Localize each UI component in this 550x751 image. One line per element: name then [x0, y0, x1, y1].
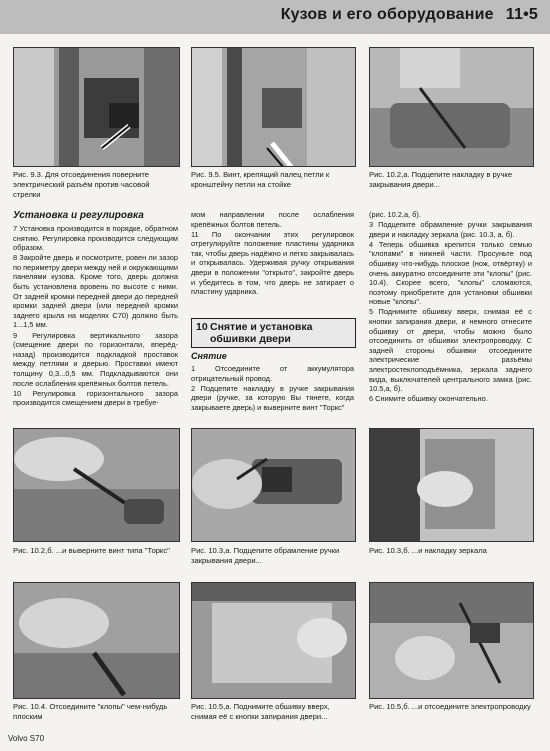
paragraph: 6 Снимите обшивку окончательно. — [369, 394, 488, 404]
paragraph: 8 Закройте дверь и посмотрите, ровен ли зазор по периметру двери между ней и окружающими панелями кузова. Кроме того, дверь должна быть установлена вровень по высоте с ними. От задней кромки передней двери до передней кромки задней двери (или передней кромки заднего крыла на моделях С70) должно быть 1...1,5 мм. — [13, 253, 179, 330]
figure-caption: Рис. 10.2,б. ...и выверните винт типа "Торкс" — [13, 546, 170, 555]
text-column-2 — [191, 210, 354, 297]
photo-fig-10-4 — [13, 582, 180, 699]
figure-caption: Рис. 10.3,а. Подцепите обрамление ручки закрывания двери... — [191, 546, 340, 565]
section-box — [191, 318, 356, 348]
figure-caption: Рис. 9.5. Винт, крепящий палец петли к кронштейну петли на стойке — [191, 170, 330, 189]
paragraph: 11 По окончании этих регулировок отрегулируйте положение пластины ударника так, чтобы дверь надёжно и легко закрывалась и открывалась. Удерживая ручку открывания двери в положении "открыто", закройте дверь и убедитесь в том, что дверь не затирает о пластину ударника. — [191, 229, 354, 297]
figure-caption: Рис. 10.3,б. ...и накладку зеркала — [369, 546, 487, 555]
photo-fig-10-5a — [191, 582, 356, 699]
text-column-3 — [369, 210, 532, 404]
photo-fig-10-3b — [369, 428, 534, 542]
figure-caption: Рис. 10.2,а. Подцепите накладку в ручке закрывания двери... — [369, 170, 513, 189]
paragraph: 10 Регулировка горизонтального зазора производится смещением двери в требуе- — [13, 388, 178, 408]
paragraph: 3 Подцепите обрамление ручки закрывания двери и накладку зеркала (рис. 10.3, а, б). — [369, 220, 532, 239]
chapter-title: Кузов и его оборудование — [280, 6, 494, 23]
paragraph: 5 Поднимите обшивку вверх, снимая её с кнопки запирания двери, и немного отнесите обшивку от двери, чтобы можно было отсоединить от обшивки электропроводку. С задней стороны обшивки отсоедините электрические разъёмы электростеклоподъёмника, зеркала заднего вида, выключателей центрального замка (рис. 10.5,а, б). — [369, 307, 532, 394]
paragraph: 9 Регулировка вертикального зазора (смещение двери по горизонтали, вперёд-назад) производится подкладкой проставок между петлями и дверью. Проставки имеют толщину 0,3...0,5 мм. Подкладываются они после ослабления крепёжных болтов петель. — [13, 330, 178, 388]
page-title — [281, 6, 538, 24]
paragraph: (рис. 10.2,а, б). — [369, 210, 421, 219]
paragraph: 7 Установка производится в порядке, обратном снятию. Регулировка производится следующим образом. — [13, 224, 178, 253]
figure-caption: Рис. 9.3. Для отсоединения поверните электрический разъём против часовой стрелки — [13, 170, 150, 199]
text-column-1 — [13, 207, 178, 408]
section-number: 10 — [196, 321, 208, 333]
figure-caption: Рис. 10.5,б. ...и отсоедините электропроводку — [369, 702, 531, 711]
photo-fig-9-5 — [191, 47, 356, 167]
paragraph: 4 Теперь обшивка крепится только семью "клопами" в нижней части. Просуньте под обшивку что-нибудь плоское (нож, отвёртку) и очень аккуратно отсоедините эти "клопы" (рис. 10.4). Скорее всего, "клопы" сломаются, поэтому приобретите для установки обшивки новые "клопы". — [369, 239, 532, 307]
paragraph: 2 Подцепите накладку в ручке закрывания двери (ручке, за которую Вы тянете, когда закрываете дверь) и выверните винт "Торкс" — [191, 383, 354, 412]
photo-fig-9-3 — [13, 47, 180, 167]
sub-heading: Снятие — [191, 351, 227, 361]
photo-fig-10-5b — [369, 582, 534, 699]
figure-caption: Рис. 10.4. Отсоедините "клопы" чем-нибудь плоским — [13, 702, 168, 721]
page-number: 11•5 — [505, 6, 538, 23]
paragraph: мом направлении после ослабления крепёжных болтов петель. — [191, 210, 354, 229]
section-heading: Установка и регулировка — [13, 210, 144, 221]
section-title: Снятие и установка обшивки двери — [210, 321, 313, 345]
header-bar — [0, 0, 550, 34]
page-footer: Volvo S70 — [8, 734, 45, 743]
photo-fig-10-2b — [13, 428, 180, 542]
text-column-2b — [191, 364, 354, 413]
figure-caption: Рис. 10.5,а. Поднимите обшивку вверх, снимая её с кнопки запирания двери... — [191, 702, 330, 721]
photo-fig-10-2a — [369, 47, 534, 167]
paragraph: 1 Отсоедините от аккумулятора отрицательный провод. — [191, 364, 354, 383]
photo-fig-10-3a — [191, 428, 356, 542]
